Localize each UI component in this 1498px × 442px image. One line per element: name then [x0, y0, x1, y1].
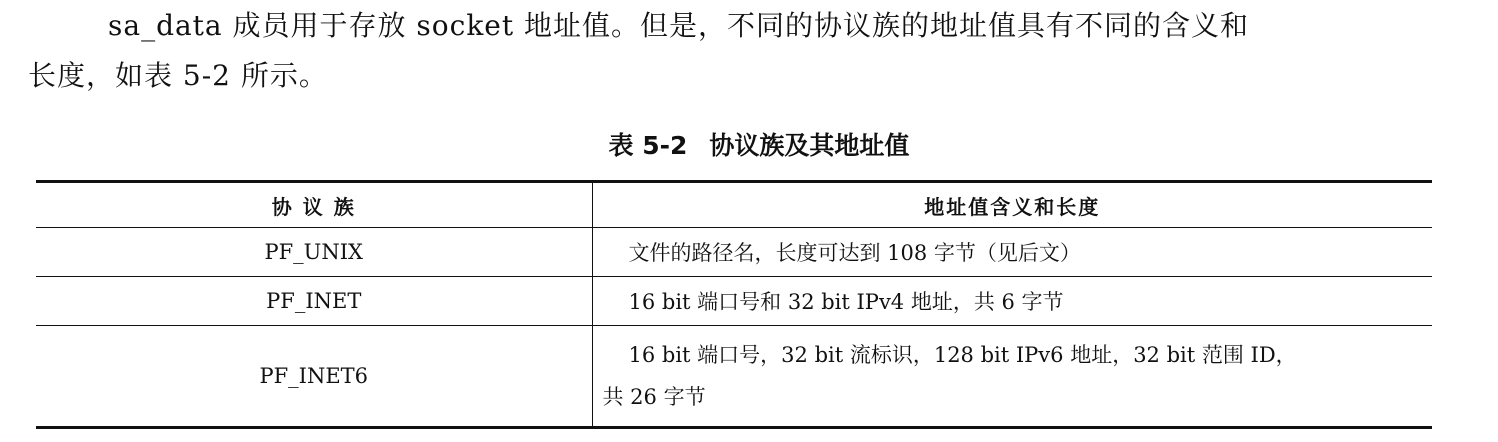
paragraph-line-1: sa_data 成员用于存放 socket 地址值。但是，不同的协议族的地址值具有不同的含义和: [108, 9, 1250, 42]
cell-family-pf-unix: PF_UNIX: [36, 228, 592, 277]
cell-desc-pf-inet6-line1: 16 bit 端口号，32 bit 流标识，128 bit IPv6 地址，32 bit 范围 ID，: [628, 343, 1297, 367]
table-caption-number: 表 5-2: [608, 131, 688, 160]
header-protocol-family: 协 议 族: [36, 182, 592, 228]
table-row: [36, 326, 1432, 428]
cell-family-pf-inet6: PF_INET6: [36, 326, 592, 428]
paragraph-line-2: 长度，如表 5-2 所示。: [28, 59, 328, 92]
cell-desc-pf-inet6-line2: 共 26 字节: [602, 385, 706, 409]
table-caption: [0, 130, 1498, 162]
table-row: [36, 277, 1432, 326]
cell-desc-pf-inet6: [592, 326, 1432, 428]
cell-desc-pf-unix: 文件的路径名，长度可达到 108 字节（见后文）: [592, 228, 1432, 277]
cell-desc-pf-inet: 16 bit 端口号和 32 bit IPv4 地址，共 6 字节: [592, 277, 1432, 326]
table-header-row: [36, 182, 1432, 228]
protocol-family-table: [36, 180, 1432, 429]
table-caption-title: 协议族及其地址值: [709, 131, 910, 160]
header-address-meaning: 地址值含义和长度: [592, 182, 1432, 228]
cell-family-pf-inet: PF_INET: [36, 277, 592, 326]
table-row: [36, 228, 1432, 277]
